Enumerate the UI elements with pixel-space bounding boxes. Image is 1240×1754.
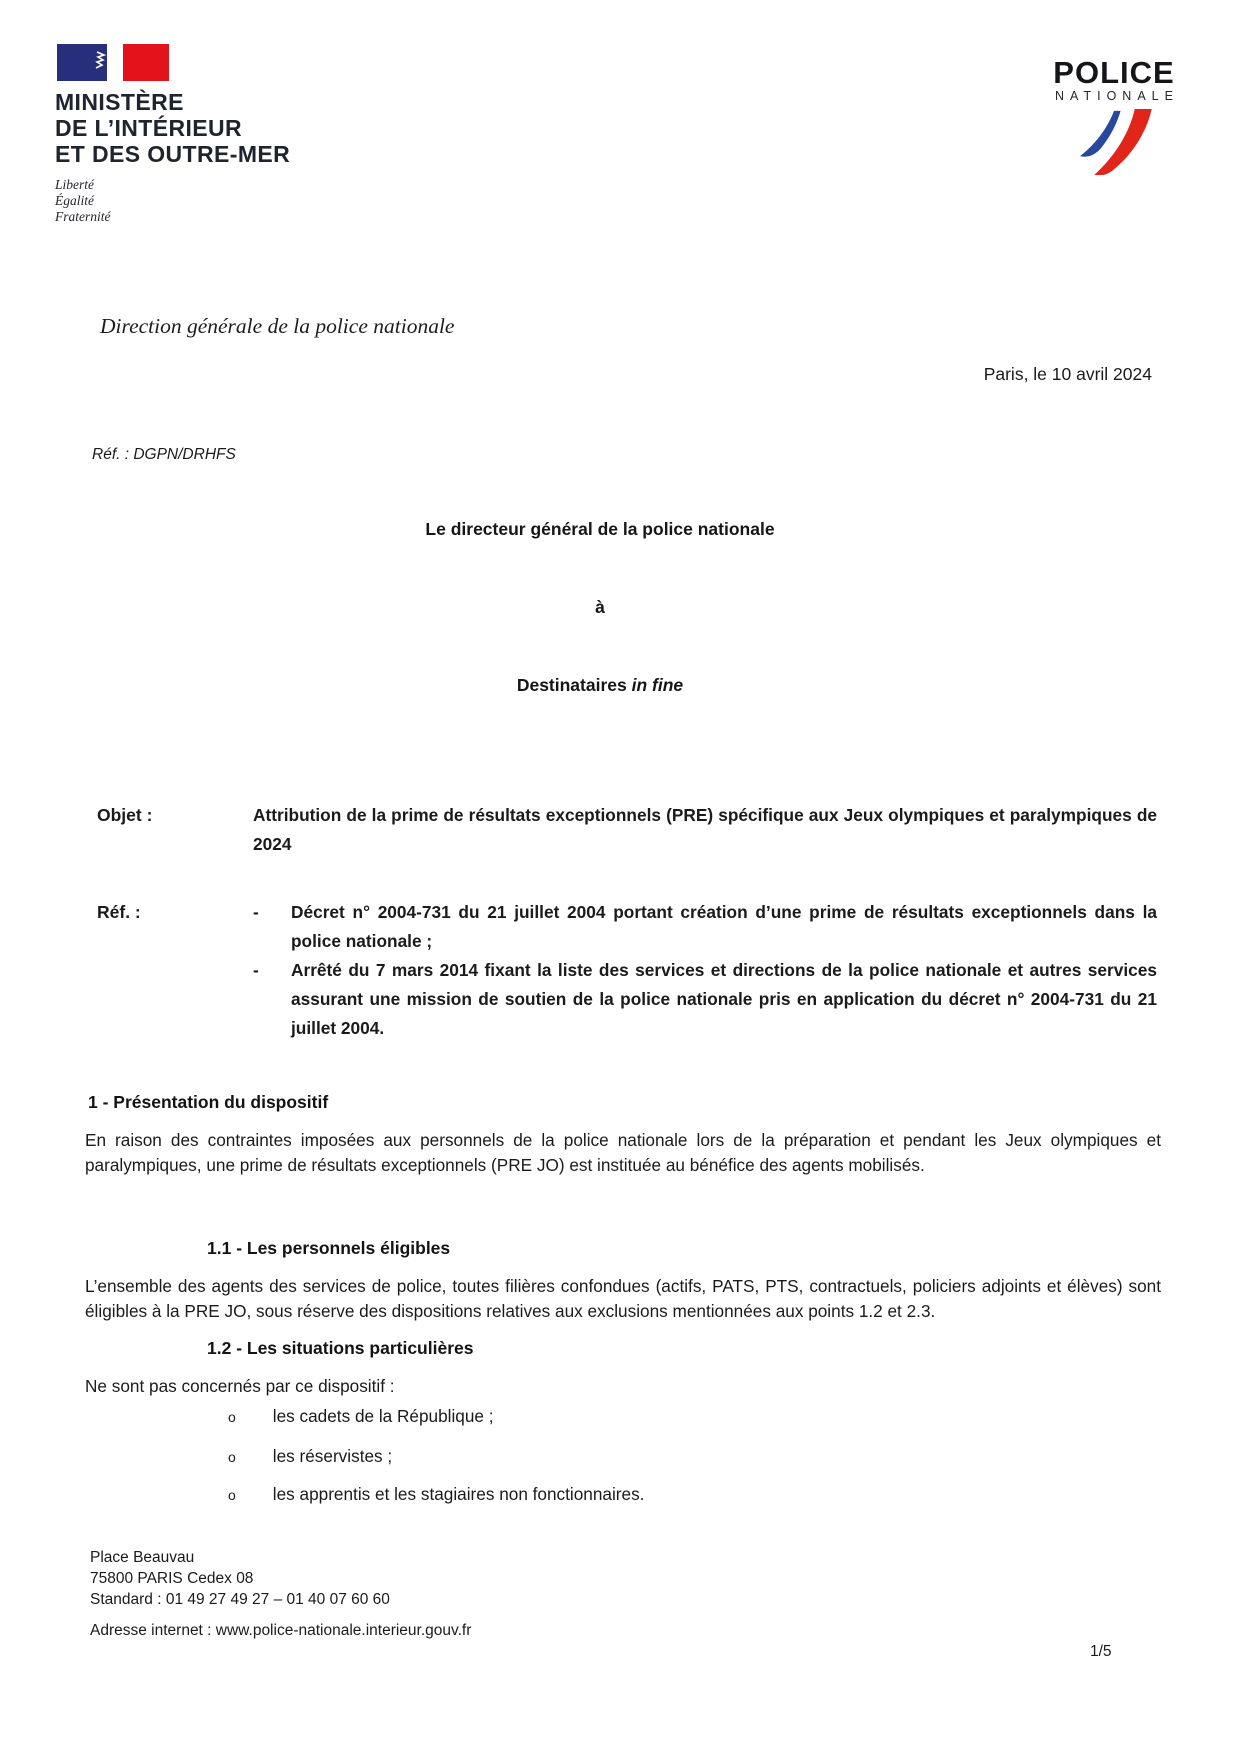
reference-item-text: Décret n° 2004-731 du 21 juillet 2004 portant création d’une prime de résultats exceptionnels dans la police nationale ; <box>291 902 1157 951</box>
objet-label: Objet : <box>97 805 153 825</box>
section-1-1-heading: 1.1 - Les personnels éligibles <box>207 1238 451 1258</box>
dash-marker: - <box>253 902 259 922</box>
police-wordmark: POLICE <box>1053 55 1175 90</box>
page-number: 1/5 <box>1090 1643 1112 1660</box>
motto-egalite: Égalité <box>55 193 94 208</box>
recipient-connector: à <box>595 597 605 617</box>
section-1-2-intro: Ne sont pas concernés par ce dispositif : <box>85 1376 395 1396</box>
reference-item <box>253 898 1157 956</box>
circle-bullet-marker: o <box>228 1449 236 1465</box>
reference-item <box>253 956 1157 1043</box>
section-1-heading: 1 - Présentation du dispositif <box>88 1092 329 1112</box>
reference-line: Réf. : DGPN/DRHFS <box>92 446 236 463</box>
french-flag-icon <box>57 44 169 81</box>
motto-liberte: Liberté <box>55 177 94 192</box>
bullet-item <box>228 1484 644 1505</box>
police-nationale-label: NATIONALE <box>1055 89 1179 103</box>
footer-website-line: Adresse internet : www.police-nationale.interieur.gouv.fr <box>90 1622 472 1639</box>
bullet-item <box>228 1406 494 1427</box>
bullet-text: les réservistes ; <box>272 1446 393 1466</box>
bullet-text: les apprentis et les stagiaires non fonctionnaires. <box>272 1484 645 1504</box>
motto-fraternite: Fraternité <box>55 209 111 224</box>
recipient-label-italic: in fine <box>631 675 684 695</box>
direction-line: Direction générale de la police nationale <box>100 314 455 338</box>
footer-address-line: Place Beauvau <box>90 1549 195 1566</box>
ministry-wordmark <box>55 89 290 167</box>
footer-address <box>90 1547 390 1610</box>
circle-bullet-marker: o <box>228 1487 236 1503</box>
ministry-line-2: DE L’INTÉRIEUR <box>55 115 243 141</box>
ministry-motto <box>55 177 290 225</box>
circle-bullet-marker: o <box>228 1409 236 1425</box>
ministry-block <box>55 44 290 225</box>
objet-text: Attribution de la prime de résultats exceptionnels (PRE) spécifique aux Jeux olympiques et paralympiques de 2024 <box>253 805 1157 854</box>
bullet-text: les cadets de la République ; <box>272 1406 494 1426</box>
section-1-2-heading: 1.2 - Les situations particulières <box>207 1338 474 1358</box>
references-list <box>253 898 1157 1043</box>
ministry-line-1: MINISTÈRE <box>55 89 184 115</box>
dash-marker: - <box>253 960 259 980</box>
section-1-paragraph: En raison des contraintes imposées aux personnels de la police nationale lors de la préparation et pendant les Jeux olympiques et paralympiques, une prime de résultats exceptionnels (PRE JO) est instituée au bénéfice des agents mobilisés. <box>85 1130 1161 1175</box>
date-line: Paris, le 10 avril 2024 <box>983 364 1152 384</box>
ministry-line-3: ET DES OUTRE-MER <box>55 141 291 167</box>
police-swoosh-icon <box>1066 109 1162 175</box>
footer-address-line: 75800 PARIS Cedex 08 <box>90 1570 254 1587</box>
police-nationale-logo <box>1034 55 1194 175</box>
references-row <box>97 898 1157 1043</box>
reference-item-text: Arrêté du 7 mars 2014 fixant la liste des services et directions de la police nationale et autres services assurant une mission de soutien de la police nationale pris en application du décret n° 2004-731 du 21 juillet 2004. <box>291 960 1157 1038</box>
objet-row <box>97 801 1157 859</box>
sender-line: Le directeur général de la police nationale <box>425 519 775 539</box>
recipient-label: Destinataires <box>516 675 627 695</box>
references-label: Réf. : <box>97 902 141 922</box>
footer-address-line: Standard : 01 49 27 49 27 – 01 40 07 60 60 <box>90 1591 390 1608</box>
recipient-line <box>0 675 1200 696</box>
bullet-item <box>228 1446 392 1467</box>
section-1-1-paragraph: L’ensemble des agents des services de police, toutes filières confondues (actifs, PATS, PTS, contractuels, policiers adjoints et élèves) sont éligibles à la PRE JO, sous réserve des dispositions relatives aux exclusions mentionnées aux points 1.2 et 2.3. <box>85 1276 1161 1321</box>
